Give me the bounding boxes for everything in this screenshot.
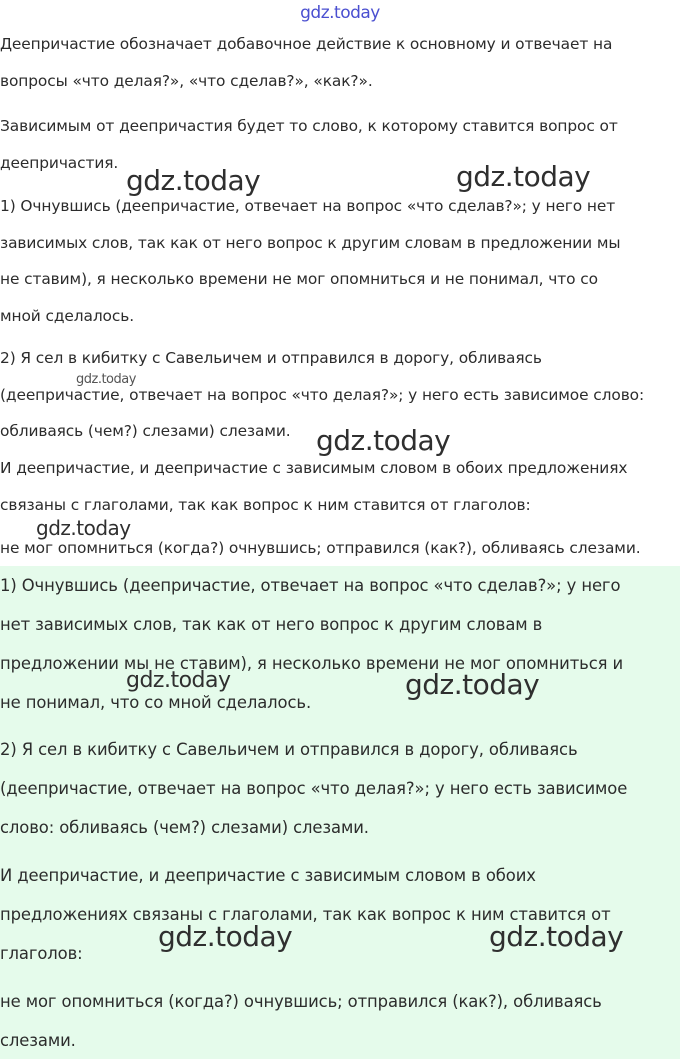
- paragraph-conclusion: [0, 450, 627, 523]
- watermark: gdz.today: [456, 160, 591, 193]
- text-line: не мог опомниться (когда?) очнувшись; отправился (как?), обливаясь слезами.: [0, 539, 641, 557]
- text-line: И деепричастие, и деепричастие с зависимым словом в обоих предложениях: [0, 459, 628, 477]
- text-line: И деепричастие, и деепричастие с зависимым словом в обоих: [0, 866, 536, 885]
- text-line: Зависимым от деепричастия будет то слово, к которому ставится вопрос от: [0, 117, 618, 135]
- text-line: нет зависимых слов, так как от него вопрос к другим словам в: [0, 615, 543, 634]
- paragraph-example-1: [0, 188, 620, 334]
- text-line: не понимал, что со мной сделалось.: [0, 693, 312, 712]
- text-line: слезами.: [0, 1031, 76, 1050]
- watermark: gdz.today: [489, 920, 624, 953]
- text-line: 2) Я сел в кибитку с Савельичем и отправился в дорогу, обливаясь: [0, 349, 542, 367]
- text-line: связаны с глаголами, так как вопрос к ним ставится от глаголов:: [0, 495, 531, 514]
- text-line: предложениях связаны с глаголами, так как вопрос к ним ставится от: [0, 905, 611, 924]
- text-line: вопросы «что делая?», «что сделав?», «как?».: [0, 71, 373, 90]
- watermark: gdz.today: [316, 424, 451, 457]
- watermark: gdz.today: [36, 516, 131, 540]
- text-line: не ставим), я несколько времени не мог опомниться и не понимал, что со: [0, 270, 598, 288]
- text-line: обливаясь (чем?) слезами) слезами.: [0, 422, 291, 440]
- text-line: (деепричастие, отвечает на вопрос «что делая?»; у него есть зависимое слово:: [0, 385, 645, 404]
- watermark: gdz.today: [405, 668, 540, 701]
- site-logo[interactable]: gdz.today: [300, 3, 380, 23]
- watermark: gdz.today: [158, 920, 293, 953]
- text-line: (деепричастие, отвечает на вопрос «что делая?»; у него есть зависимое: [0, 779, 628, 798]
- text-line: зависимых слов, так как от него вопрос к другим словам в предложении мы: [0, 233, 621, 252]
- answer-conclusion: [0, 856, 611, 973]
- watermark: gdz.today: [126, 668, 231, 693]
- answer-example-2: [0, 730, 627, 847]
- text-line: глаголов:: [0, 944, 83, 963]
- text-line: мной сделалось.: [0, 306, 135, 325]
- paragraph-definition: [0, 26, 612, 99]
- text-line: 2) Я сел в кибитку с Савельичем и отправился в дорогу, обливаясь: [0, 740, 578, 759]
- watermark: gdz.today: [126, 164, 261, 197]
- text-line: 1) Очнувшись (деепричастие, отвечает на вопрос «что сделав?»; у него нет: [0, 197, 616, 215]
- text-line: 1) Очнувшись (деепричастие, отвечает на вопрос «что сделав?»; у него: [0, 576, 621, 595]
- watermark: gdz.today: [76, 372, 136, 387]
- answer-summary: [0, 982, 602, 1060]
- text-line: слово: обливаясь (чем?) слезами) слезами.: [0, 818, 369, 837]
- text-line: не мог опомниться (когда?) очнувшись; отправился (как?), обливаясь: [0, 992, 602, 1011]
- text-line: предложении мы не ставим), я несколько времени не мог опомниться и: [0, 654, 624, 673]
- text-line: деепричастия.: [0, 153, 119, 172]
- text-line: Деепричастие обозначает добавочное действие к основному и отвечает на: [0, 35, 613, 53]
